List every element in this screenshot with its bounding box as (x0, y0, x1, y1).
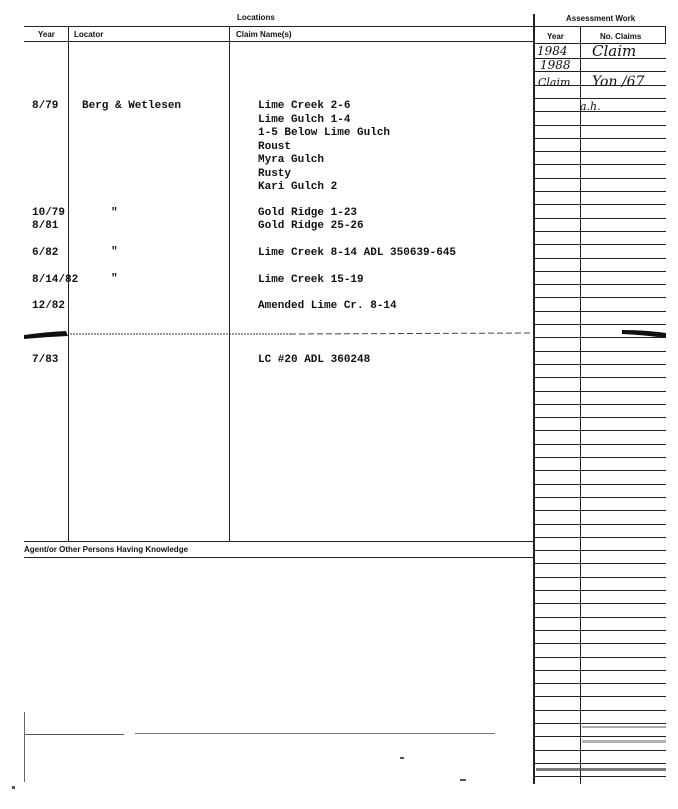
claim-name: Lime Gulch 1-4 (258, 113, 351, 126)
assessment-grid-row (534, 258, 666, 259)
aw-year-column-header: Year (547, 32, 564, 41)
scan-noise-speck (12, 786, 15, 789)
left-marker-stroke (24, 331, 68, 339)
claim-name: Amended Lime Cr. 8-14 (258, 300, 397, 312)
claim-name: Lime Creek 15-19 (258, 274, 364, 286)
entry-year: 7/83 (32, 354, 59, 366)
assessment-grid-row (534, 643, 666, 644)
handwritten-claims-3: Yon /67 (592, 74, 645, 90)
assessment-grid-row (534, 151, 666, 152)
assessment-grid-row (534, 590, 666, 591)
entry-year: 12/82 (32, 300, 66, 312)
assessment-grid-row (534, 417, 666, 418)
assessment-grid-row (534, 164, 666, 165)
assessment-grid-row (534, 776, 666, 777)
assessment-grid-row (534, 710, 666, 711)
entry-locator: " (111, 273, 118, 285)
assessment-grid-row (534, 510, 666, 511)
scan-noise-line (135, 733, 495, 734)
scan-noise-speck (582, 726, 666, 728)
assessment-grid-row (534, 563, 666, 564)
entry-claims (258, 100, 390, 195)
assessment-grid-row (534, 311, 666, 312)
agent-bottom-rule (24, 557, 534, 558)
scan-noise-speck (582, 740, 666, 743)
assessment-grid-row (534, 736, 666, 737)
handwritten-claims-1: Claim (592, 42, 637, 60)
claim-name: Roust (258, 140, 292, 153)
assessment-grid-row (534, 231, 666, 232)
entry-year: 6/82 (32, 247, 59, 259)
entry-year: 8/81 (32, 220, 59, 232)
claim-name: Kari Gulch 2 (258, 181, 338, 193)
scan-noise-line (24, 734, 124, 735)
claim-name: Lime Creek 2-6 (258, 100, 351, 112)
assessment-grid-row (534, 364, 666, 365)
assessment-grid-row (534, 284, 666, 285)
claim-name: Lime Creek 8-14 ADL 350639-645 (258, 247, 457, 259)
agent-heading: Agent/or Other Persons Having Knowledge (24, 545, 189, 554)
entry-locator: " (111, 207, 118, 219)
assessment-grid-row (534, 191, 666, 192)
right-marker-stroke (622, 330, 666, 338)
assessment-grid-row (534, 138, 666, 139)
aw-header-top-rule (534, 26, 666, 27)
assessment-grid-row (534, 603, 666, 604)
locator-claims-divider (229, 26, 230, 541)
assessment-grid-row (534, 457, 666, 458)
locations-heading: Locations (237, 13, 275, 22)
locator-column-header: Locator (74, 30, 104, 39)
assessment-grid-row (534, 444, 666, 445)
handwritten-year-1: 1984 (537, 44, 568, 58)
handwritten-year-2: 1988 (540, 58, 571, 72)
assessment-grid-row (534, 404, 666, 405)
assessment-grid-row (534, 271, 666, 272)
year-column-header: Year (38, 30, 55, 39)
entry-year: 8/14/82 (32, 274, 79, 286)
aw-left-border (533, 14, 535, 784)
assessment-grid-row (534, 391, 666, 392)
header-top-rule (24, 26, 534, 27)
claim-name: Gold Ridge 25-26 (258, 220, 364, 232)
claim-name: 1-5 Below Lime Gulch (258, 127, 391, 139)
assessment-grid-row (534, 98, 666, 99)
aw-right-border (665, 26, 666, 44)
assessment-grid-row (534, 696, 666, 697)
assessment-grid-row (534, 484, 666, 485)
assessment-grid-row (534, 617, 666, 618)
claim-name: Gold Ridge 1-23 (258, 207, 358, 219)
assessment-grid-row (534, 470, 666, 471)
handwritten-claims-4: a.h. (580, 100, 601, 113)
assessment-grid-row (534, 377, 666, 378)
assessment-grid-row (534, 723, 666, 724)
scan-noise-edge (24, 712, 25, 782)
assessment-grid-row (534, 430, 666, 431)
assessment-grid-row (534, 351, 666, 352)
assessment-grid-row (534, 657, 666, 658)
claim-names-column-header: Claim Name(s) (236, 30, 292, 39)
entry-locator: Berg & Wetlesen (82, 100, 182, 112)
entry-year: 8/79 (32, 100, 59, 112)
assessment-grid-row (534, 218, 666, 219)
agent-top-rule (24, 541, 534, 542)
scan-noise-speck (460, 779, 466, 781)
claim-name: Myra Gulch (258, 154, 325, 166)
header-bottom-rule (24, 41, 534, 42)
assessment-grid-row (534, 497, 666, 498)
scan-noise-speck (536, 768, 666, 771)
assessment-grid-row (534, 244, 666, 245)
separator-stroke (0, 324, 678, 344)
claim-name: LC #20 ADL 360248 (258, 354, 371, 366)
assessment-grid-row (534, 297, 666, 298)
assessment-grid-row (534, 750, 666, 751)
assessment-grid-row (534, 537, 666, 538)
assessment-grid-row (534, 178, 666, 179)
handwritten-year-3: Claim (538, 76, 571, 89)
assessment-grid-row (534, 524, 666, 525)
scan-noise-speck (400, 757, 404, 759)
entry-year: 10/79 (32, 207, 66, 219)
separator-line-mid (290, 333, 533, 334)
assessment-work-heading: Assessment Work (566, 14, 636, 23)
assessment-grid-row (534, 670, 666, 671)
assessment-grid-row (534, 550, 666, 551)
assessment-grid-row (534, 125, 666, 126)
entry-locator: " (111, 246, 118, 258)
assessment-grid-row (534, 630, 666, 631)
assessment-grid-row (534, 577, 666, 578)
assessment-grid-row (534, 683, 666, 684)
assessment-grid-row (534, 763, 666, 764)
assessment-grid-row (534, 204, 666, 205)
claim-name: Rusty (258, 167, 292, 180)
aw-no-claims-column-header: No. Claims (600, 32, 642, 41)
